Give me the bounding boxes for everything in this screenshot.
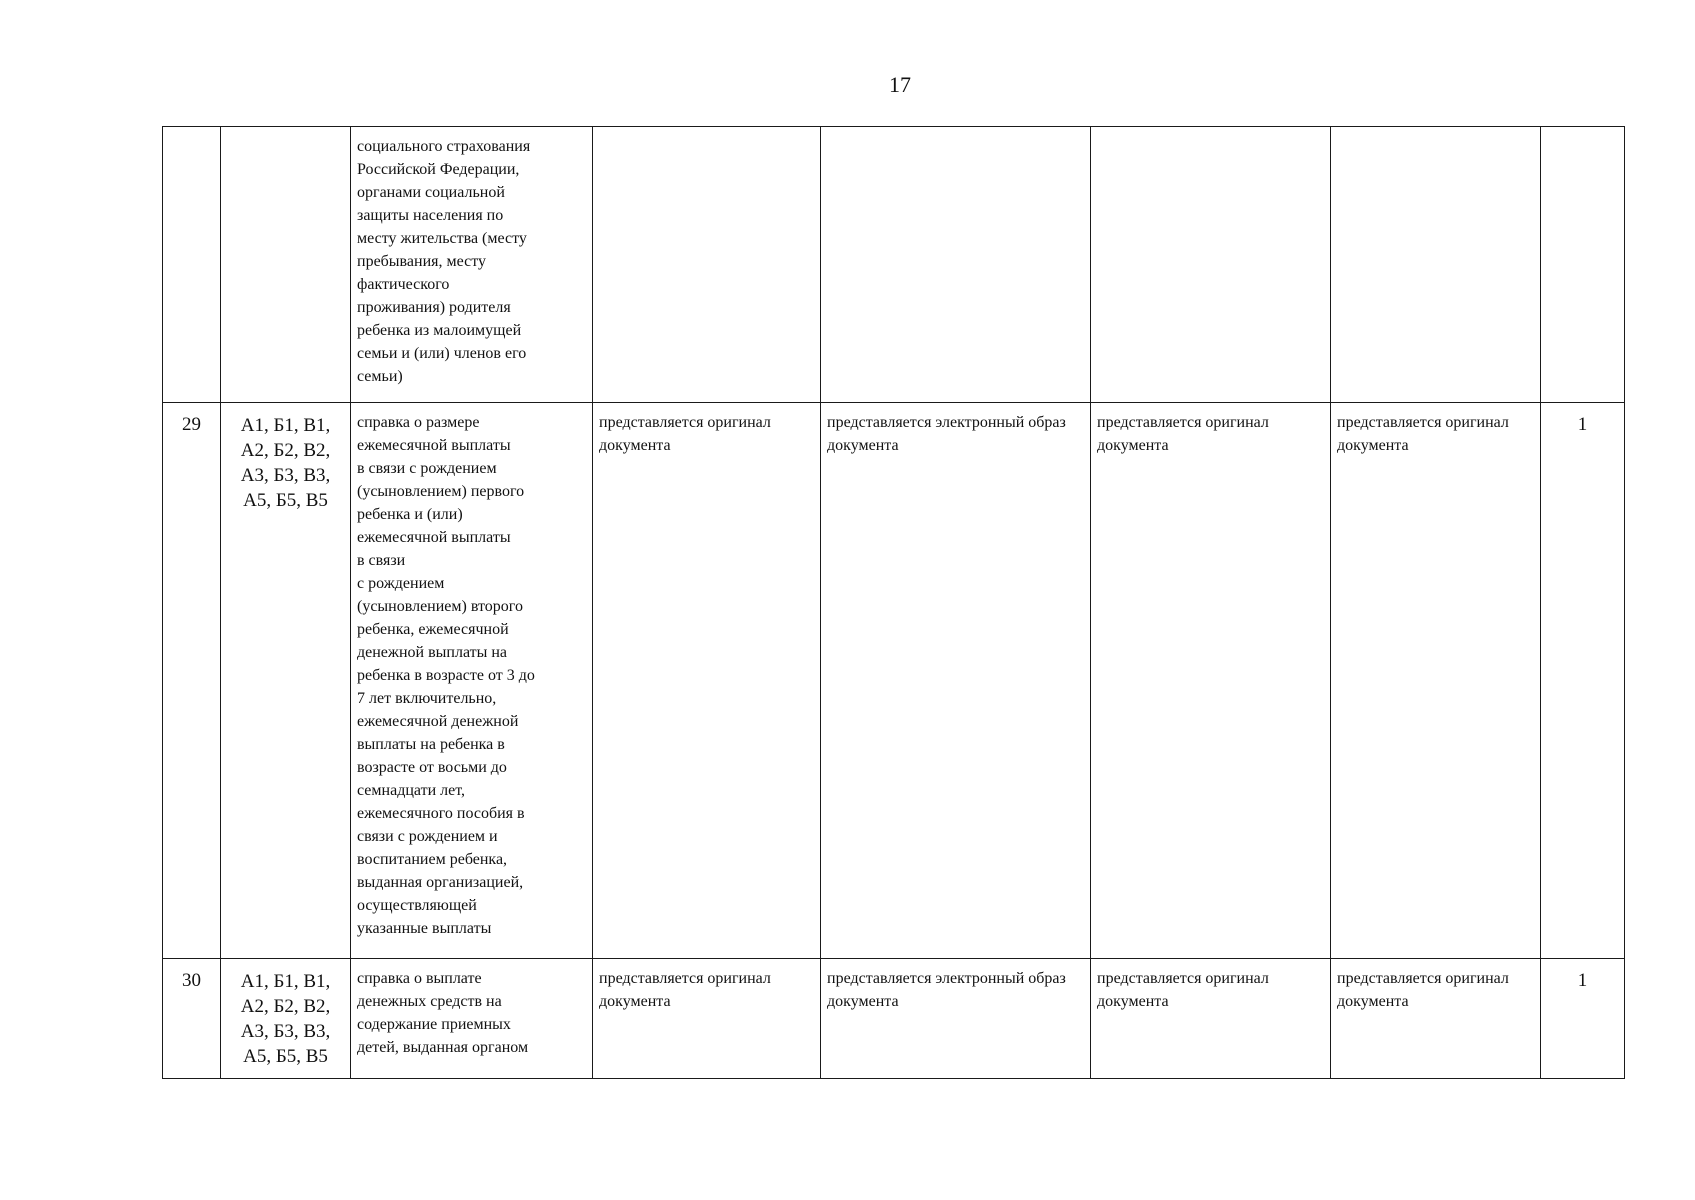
column-7-cell: представляется оригинал документа [1331, 959, 1541, 1079]
description-cell: социального страхования Российской Федерации, органами социальной защиты населения по месту жительства (месту пребывания, месту фактического проживания) родителя ребенка из малоимущей семьи и (или) членов его семьи) [351, 127, 593, 403]
page-number: 17 [889, 72, 911, 97]
column-5-cell [821, 127, 1091, 403]
column-7-cell: представляется оригинал документа [1331, 403, 1541, 959]
codes-cell [221, 127, 351, 403]
codes-cell: А1, Б1, В1, А2, Б2, В2, А3, Б3, В3, А5, Б5, В5 [221, 403, 351, 959]
column-4-cell: представляется оригинал документа [593, 403, 821, 959]
quantity-cell: 1 [1541, 403, 1625, 959]
column-7-cell [1331, 127, 1541, 403]
table-row-continuation [163, 127, 1625, 403]
row-number-cell: 30 [163, 959, 221, 1079]
description-cell: справка о размере ежемесячной выплаты в связи с рождением (усыновлением) первого ребенка и (или) ежемесячной выплаты в связи с рождением (усыновлением) второго ребенка, ежемесячной денежной выплаты на ребенка в возрасте от 3 до 7 лет включительно, ежемесячной денежной выплаты на ребенка в возрасте от восьми до семнадцати лет, ежемесячного пособия в связи с рождением и воспитанием ребенка, выданная организацией, осуществляющей указанные выплаты [351, 403, 593, 959]
table-row-30 [163, 959, 1625, 1079]
codes-cell: А1, Б1, В1, А2, Б2, В2, А3, Б3, В3, А5, Б5, В5 [221, 959, 351, 1079]
documents-table [162, 126, 1625, 1079]
column-5-cell: представляется электронный образ документа [821, 959, 1091, 1079]
column-6-cell: представляется оригинал документа [1091, 959, 1331, 1079]
table-row-29 [163, 403, 1625, 959]
row-number-cell: 29 [163, 403, 221, 959]
quantity-cell [1541, 127, 1625, 403]
description-cell: справка о выплате денежных средств на содержание приемных детей, выданная органом [351, 959, 593, 1079]
column-6-cell: представляется оригинал документа [1091, 403, 1331, 959]
column-4-cell [593, 127, 821, 403]
row-number-cell [163, 127, 221, 403]
column-5-cell: представляется электронный образ документа [821, 403, 1091, 959]
column-4-cell: представляется оригинал документа [593, 959, 821, 1079]
quantity-cell: 1 [1541, 959, 1625, 1079]
column-6-cell [1091, 127, 1331, 403]
